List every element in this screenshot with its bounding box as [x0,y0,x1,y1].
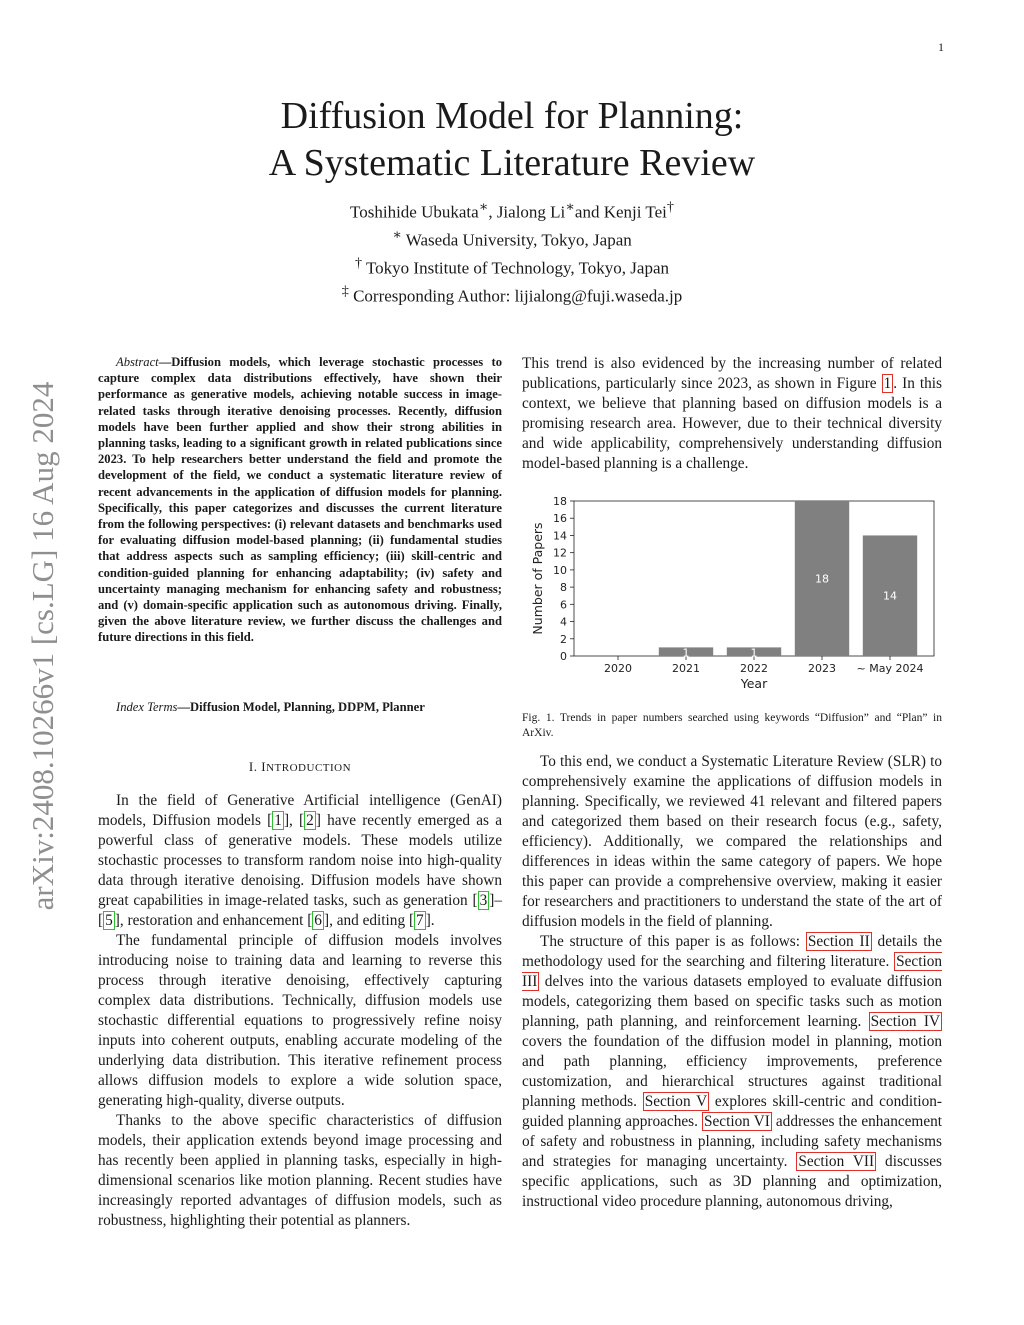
bar-value-label: 1 [750,646,758,660]
x-tick-label: 2023 [808,662,836,675]
author-line: Toshihide Ubukata∗, Jialong Li∗and Kenji Tei† [350,199,674,222]
y-tick-label: 8 [560,581,567,595]
paper-title [0,93,1024,187]
citation-5[interactable]: 5 [105,912,113,929]
citation-1[interactable]: 1 [274,812,282,829]
y-axis-label: Number of Papers [530,522,545,635]
author-block [0,196,1024,309]
citation-3[interactable]: 3 [479,892,488,909]
section-ii-link[interactable]: Section II [807,933,870,950]
section-vii-link[interactable]: Section VII [798,1153,875,1170]
affiliation-tokyo-tech: † Tokyo Institute of Technology, Tokyo, Japan [354,255,670,278]
section-v-link[interactable]: Section V [644,1093,708,1110]
y-tick-label: 12 [553,546,567,560]
page-number: 1 [938,40,944,54]
intro-paragraph-3: Thanks to the above specific characteristics of diffusion models, their application extends beyond image processing and has recently been applied in planning tasks, especially in high-dimensional scenarios like motion planning. Recent studies have increasingly reported advantages of diffusion models, such as robustness, highlighting their potential as planners. [98,1112,502,1229]
figure-1-link[interactable]: 1 [883,375,892,392]
figure-1-bar-chart [522,485,942,700]
index-terms-label: Index Terms [116,700,178,714]
y-tick-label: 2 [560,632,567,646]
section-iii-link[interactable]: Section III [522,953,942,990]
x-tick-label: ~ May 2024 [856,662,924,675]
abstract-label: Abstract [116,355,159,369]
right-paragraph-3: The structure of this paper is as follows: Section II details the methodology used for the searching and filtering literature. Section III delves into the various datasets employed to evaluate diffusion models, categorizing them based on specific tasks such as motion planning, path planning, and reinforcement learning. Section IV covers the foundation of the diffusion model in planning, motion and path planning, efficiency improvements, preference customization, and hierarchical structures against traditional planning methods. Section V explores skill-centric and condition-guided planning approaches. Section VI addresses the enhancement of safety and robustness in planning, including safety mechanisms and strategies for managing uncertainty. Section VII discusses specific applications, such as 3D planning and optimization, instructional video procedure planning, autonomous driving, [522,933,943,1210]
x-tick-label: 2021 [672,662,700,675]
title-line-1: Diffusion Model for Planning: [280,95,744,137]
y-tick-label: 6 [560,598,567,612]
abstract-text: —Diffusion models, which leverage stochastic processes to capture complex data distributions effectively, have shown their performance as generative models, achieving notable success in image-related tasks through iterative denoising processes. Recently, diffusion models have been further applied and show their strong abilities in planning tasks, leading to a significant growth in related publications since 2023. To help researchers better understand the field and promote the development of the field, we conduct a systematic literature review of recent advancements in the application of diffusion models for planning. Specifically, this paper categorizes and discusses the current literature from the following perspectives: (i) relevant datasets and benchmarks used for evaluating diffusion model-based planning; (ii) fundamental studies that address aspects such as sampling efficiency; (iii) skill-centric and condition-guided planning for enhancing adaptability; (iv) safety and uncertainty managing mechanism for enhancing safety and robustness; and (v) domain-specific application such as autonomous driving. Finally, given the above literature review, we further discuss the challenges and future directions in this field. [98,355,502,645]
corresponding-author: ‡ Corresponding Author: lijialong@fuji.waseda.jp [341,283,683,307]
abstract [98,354,502,646]
y-tick-label: 10 [553,563,567,577]
intro-paragraph-1: In the field of Generative Artificial intelligence (GenAI) models, Diffusion models [ 1 ], [ 2 ] have recently emerged as a powerful class of generative models. These models utilize stochastic processes to transform random noise into high-quality data through iterative denoising. Diffusion models have shown great capabilities in image-related tasks, such as generation [ 3 ]–[ 5 ], restoration and enhancement [ 6 ], and editing [ 7 ]. [98,792,502,929]
index-terms-text: —Diffusion Model, Planning, DDPM, Planner [177,700,425,714]
citation-6[interactable]: 6 [314,912,322,929]
bar-value-label: 1 [682,646,690,660]
section-heading-introduction: I. INTRODUCTION [248,759,352,774]
citation-2[interactable]: 2 [306,812,314,829]
y-tick-label: 16 [553,512,567,526]
x-tick-label: 2020 [604,662,632,675]
y-tick-label: 4 [560,615,567,629]
title-line-2: A Systematic Literature Review [268,142,756,184]
citation-7[interactable]: 7 [416,912,424,929]
right-column-top [522,354,942,474]
right-paragraph-1: This trend is also evidenced by the increasing number of related publications, particularly since 2023, as shown in Figure 1 . In this context, we believe that planning based on diffusion models is a promising research area. However, due to their technical diversity and wide applicability, comprehensively understanding diffusion model-based planning is a challenge. [522,355,942,472]
figure-1-caption: Fig. 1. Trends in paper numbers searched using keywords “Diffusion” and “Plan” in ArXiv. [522,712,942,739]
intro-column [98,791,502,1231]
intro-paragraph-2: The fundamental principle of diffusion models involves introducing noise to training data and learning to reverse this process through iterative denoising, effectively capturing complex data distributions. Technically, diffusion models use stochastic differential equations to progressively refine noisy inputs into coherent outputs, enabling accurate modeling of the underlying data distribution. This iterative refinement process allows diffusion models to explore a wide solution space, generating high-quality, diverse outputs. [98,932,502,1109]
affiliation-waseda: ∗ Waseda University, Tokyo, Japan [392,227,632,250]
y-tick-label: 14 [553,529,567,543]
bar-value-label: 18 [815,572,829,586]
bar-value-label: 14 [883,589,897,603]
right-paragraph-2: To this end, we conduct a Systematic Literature Review (SLR) to comprehensively examine the applications of diffusion models in planning. Specifically, we reviewed 41 relevant and filtered papers and categorized them based on their research focus (e.g., safety, efficiency). Additionally, we compared the relationships and differences in ideas within the same category of papers. We hope this paper can provide a comprehensive overview, making it easier for researchers and practitioners to understand the state of the art of diffusion models in the field of planning. [522,753,942,930]
section-iv-link[interactable]: Section IV [870,1013,940,1030]
y-tick-label: 0 [560,650,567,663]
index-terms [98,699,502,715]
right-column-bottom [522,752,942,1212]
section-vi-link[interactable]: Section VI [703,1113,770,1130]
y-tick-label: 18 [553,495,567,508]
x-tick-label: 2022 [740,662,768,675]
arxiv-identifier: arXiv:2408.10266v1 [cs.LG] 16 Aug 2024 [25,381,60,911]
x-axis-label: Year [740,676,768,691]
